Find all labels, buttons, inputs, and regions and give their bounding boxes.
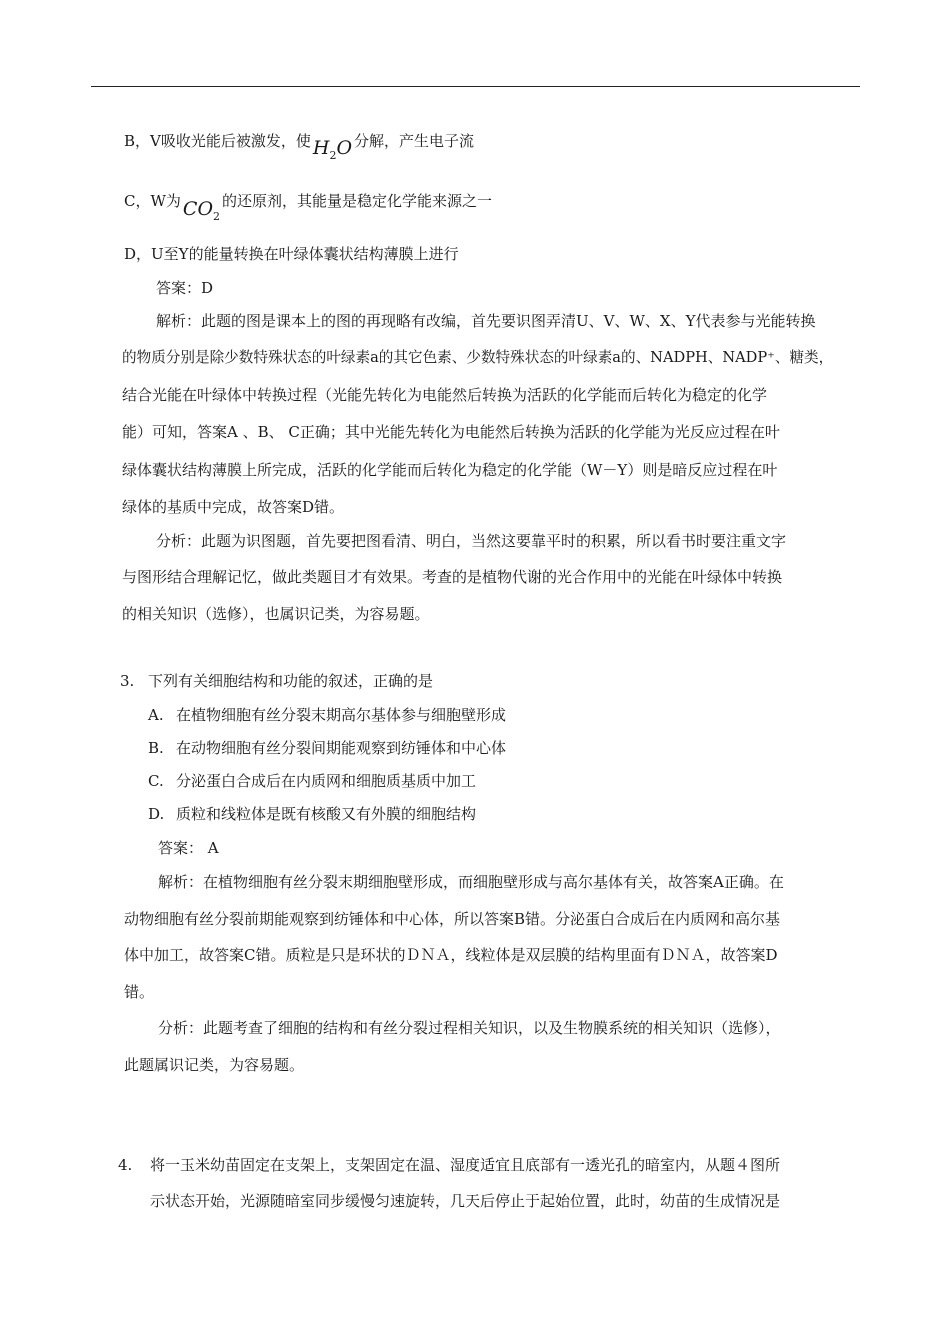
q2-option-b: [124, 130, 475, 162]
q4-line-1-text: 将一玉米幼苗固定在支架上，支架固定在温、湿度适宜且底部有一透光孔的暗室内，从题４图所: [150, 1156, 781, 1174]
q2-explanation-line-4: 能）可知，答案A 、B、 C正确；其中光能先转化为电能然后转换为活跃的化学能为光反应过程在叶: [122, 423, 780, 441]
q2-answer: 答案：D: [156, 279, 214, 297]
q3-explanation-line-4: 错。: [124, 983, 155, 1001]
q3-stem: [120, 671, 433, 691]
q2-option-b-text: B，V吸收光能后被激发，使: [124, 132, 311, 150]
q2-explanation-line-5: 绿体囊状结构薄膜上所完成，活跃的化学能而后转化为稳定的化学能（W－Y）则是暗反应过程在叶: [122, 461, 778, 479]
q2-analysis-line-2: 与图形结合理解记忆，做此类题目才有效果。考查的是植物代谢的光合作用中的光能在叶绿体中转换: [122, 568, 783, 586]
q2-explanation-line-1: 解析：此题的图是课本上的图的再现略有改编，首先要识图弄清U、V、W、X、Y代表参与光能转换: [156, 312, 816, 330]
q2-option-c-text: C，W为: [124, 192, 181, 210]
q3-option-d-letter: D.: [148, 805, 165, 823]
q3-explanation-line-3: 体中加工，故答案C错。质粒是只是环状的ＤＮＡ，线粒体是双层膜的结构里面有ＤＮＡ，故答案D: [124, 946, 778, 964]
q3-option-b: [148, 738, 506, 758]
q3-option-a-letter: A.: [148, 706, 164, 724]
q3-stem-text: 下列有关细胞结构和功能的叙述，正确的是: [148, 672, 434, 690]
q3-option-c-letter: C.: [148, 772, 164, 790]
q2-option-d: D，U至Y的能量转换在叶绿体囊状结构薄膜上进行: [124, 245, 459, 263]
q3-option-a-text: 在植物细胞有丝分裂末期高尔基体参与细胞壁形成: [176, 706, 507, 724]
q3-option-c-text: 分泌蛋白合成后在内质网和细胞质基质中加工: [176, 772, 477, 790]
q4-number: 4.: [118, 1156, 133, 1174]
q2-explanation-line-6: 绿体的基质中完成，故答案D错。: [122, 498, 345, 516]
q2-option-c: [124, 190, 493, 223]
q3-analysis-line-1: 分析：此题考查了细胞的结构和有丝分裂过程相关知识，以及生物膜系统的相关知识（选修），: [158, 1019, 781, 1037]
formula-co2: $CO_2$: [182, 198, 221, 223]
q3-option-a: [148, 705, 506, 725]
q2-explanation-line-2: 的物质分别是除少数特殊状态的叶绿素a的其它色素、少数特殊状态的叶绿素a的、NADPH、NADP⁺、糖类，: [122, 349, 834, 366]
q3-option-d: [148, 804, 476, 824]
q4-line-1: [118, 1155, 780, 1175]
q2-analysis-line-3: 的相关知识（选修），也属识记类，为容易题。: [122, 605, 430, 623]
q3-option-c: [148, 771, 476, 791]
q3-explanation-line-2: 动物细胞有丝分裂前期能观察到纺锤体和中心体，所以答案B错。分泌蛋白合成后在内质网和高尔基: [124, 910, 781, 928]
q3-option-b-text: 在动物细胞有丝分裂间期能观察到纺锤体和中心体: [176, 739, 507, 757]
q3-answer: 答案： A: [158, 839, 219, 857]
formula-h2o: $H_2O$: [312, 137, 353, 162]
header-rule: [91, 86, 860, 87]
q4-line-2: 示状态开始，光源随暗室同步缓慢匀速旋转，几天后停止于起始位置，此时，幼苗的生成情况是: [150, 1192, 781, 1210]
q3-number: 3.: [120, 672, 135, 690]
q2-option-c-tail: 的还原剂，其能量是稳定化学能来源之一: [222, 192, 493, 210]
q3-option-d-text: 质粒和线粒体是既有核酸又有外膜的细胞结构: [176, 805, 477, 823]
q2-option-b-tail: 分解，产生电子流: [354, 132, 475, 150]
q2-analysis-line-1: 分析：此题为识图题，首先要把图看清、明白，当然这要靠平时的积累，所以看书时要注重文字: [156, 532, 787, 550]
q3-analysis-line-2: 此题属识记类，为容易题。: [124, 1056, 305, 1074]
q3-explanation-line-1: 解析：在植物细胞有丝分裂末期细胞壁形成，而细胞壁形成与高尔基体有关，故答案A正确。在: [158, 873, 784, 891]
q3-option-b-letter: B.: [148, 739, 164, 757]
q2-explanation-line-3: 结合光能在叶绿体中转换过程（光能先转化为电能然后转换为活跃的化学能而后转化为稳定的化学: [122, 386, 768, 404]
